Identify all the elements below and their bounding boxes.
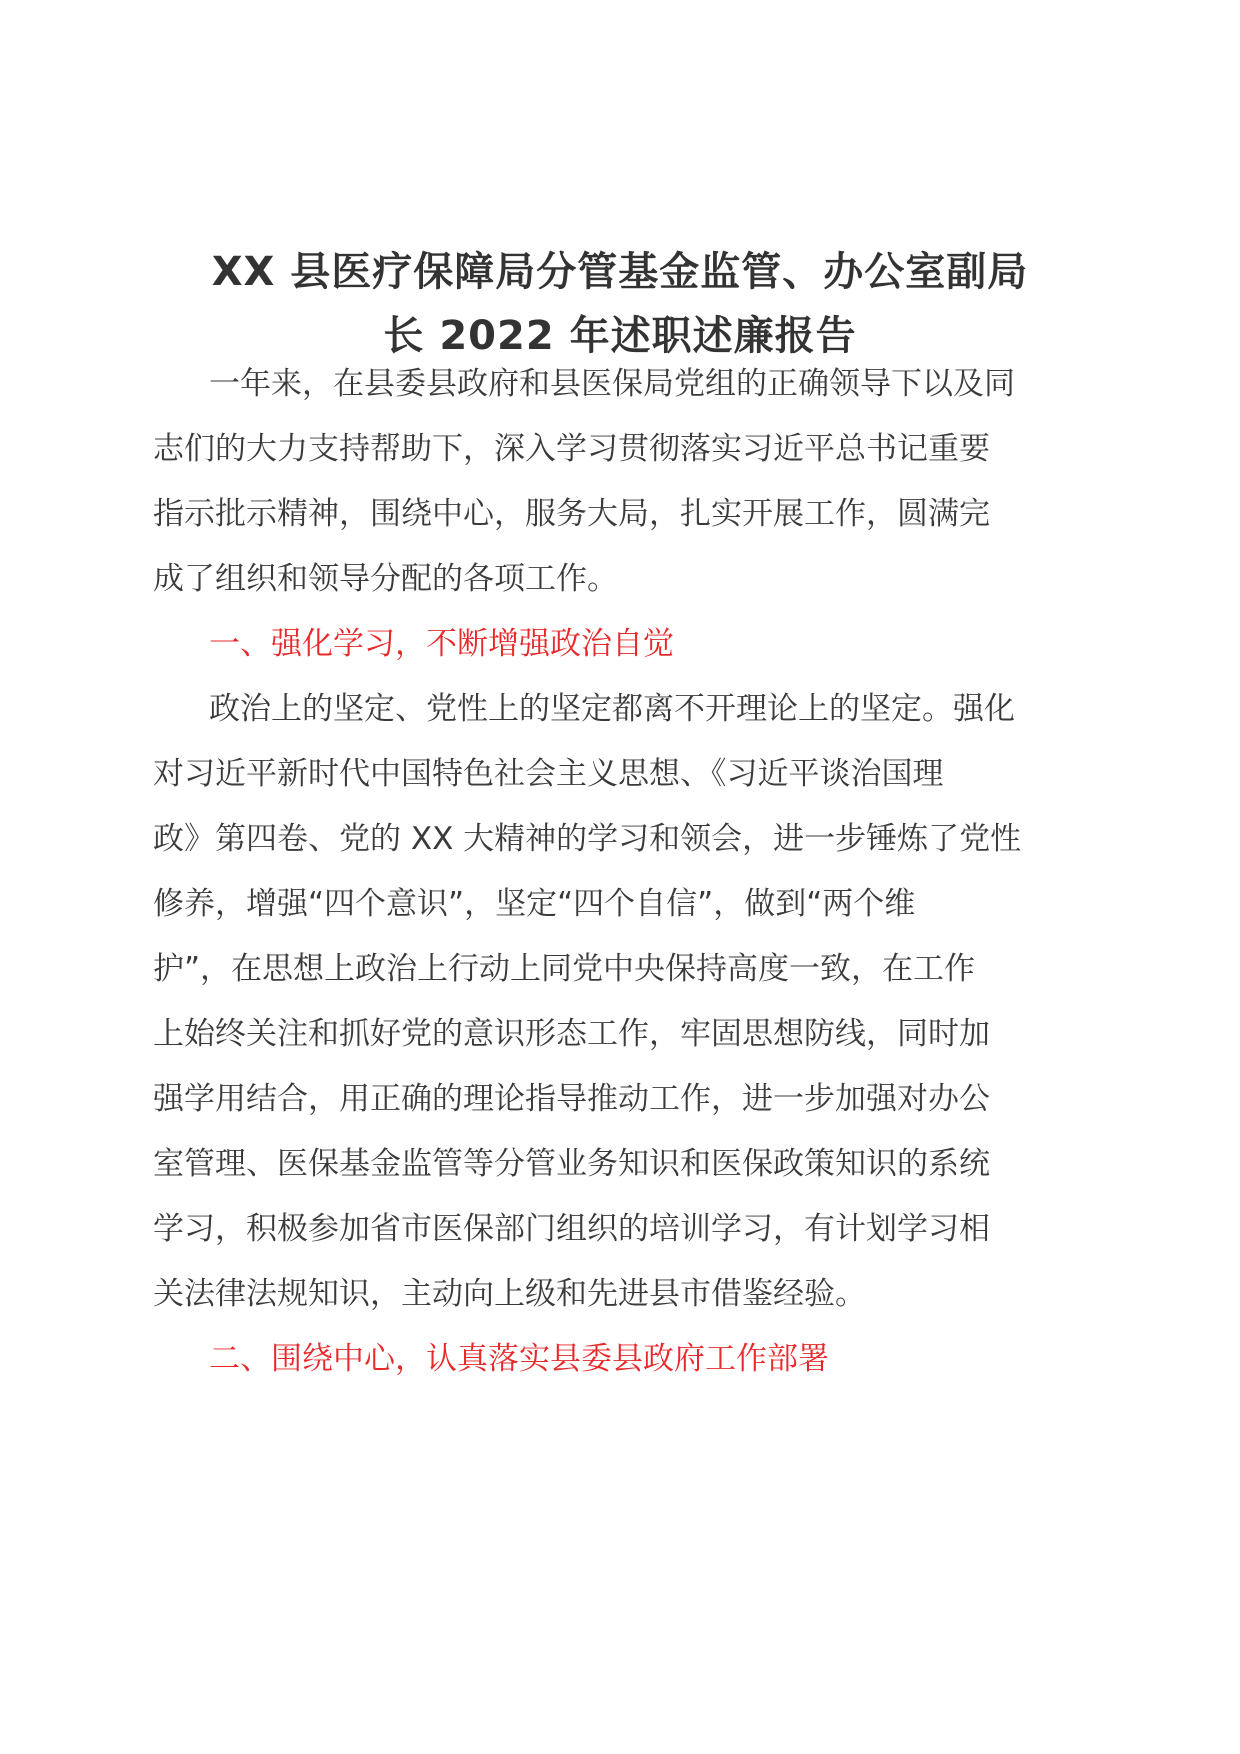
paragraph-line: 志们的大力支持帮助下，深入学习贯彻落实习近平总书记重要 (153, 431, 990, 467)
paragraph-line: 室管理、医保基金监管等分管业务知识和医保政策知识的系统 (153, 1146, 990, 1182)
paragraph-line: 政》第四卷、党的 XX 大精神的学习和领会，进一步锤炼了党性 (153, 821, 1022, 857)
paragraph-line: 护”，在思想上政治上行动上同党中央保持高度一致，在工作 (153, 951, 976, 987)
title-line-2: 长 2022 年述职述廉报告 (383, 313, 857, 359)
paragraph-line: 修养，增强“四个意识”，坚定“四个自信”，做到“两个维 (153, 886, 916, 922)
document-body (153, 352, 1093, 1392)
paragraph-line: 对习近平新时代中国特色社会主义思想、《习近平谈治国理 (153, 756, 944, 792)
title-line-1: XX 县医疗保障局分管基金监管、办公室副局 (211, 249, 1029, 295)
paragraph-line: 上始终关注和抓好党的意识形态工作，牢固思想防线，同时加 (153, 1016, 990, 1052)
section-heading-2: 二、围绕中心，认真落实县委县政府工作部署 (209, 1341, 829, 1377)
paragraph-line: 学习，积极参加省市医保部门组织的培训学习，有计划学习相 (153, 1211, 990, 1247)
paragraph-line: 政治上的坚定、党性上的坚定都离不开理论上的坚定。强化 (209, 691, 1015, 727)
paragraph-line: 成了组织和领导分配的各项工作。 (153, 561, 618, 597)
document-title (150, 240, 1090, 368)
paragraph-line: 强学用结合，用正确的理论指导推动工作，进一步加强对办公 (153, 1081, 990, 1117)
paragraph-line: 关法律法规知识，主动向上级和先进县市借鉴经验。 (153, 1276, 866, 1312)
section-heading-1: 一、强化学习，不断增强政治自觉 (209, 626, 674, 662)
paragraph-line: 一年来，在县委县政府和县医保局党组的正确领导下以及同 (209, 366, 1015, 402)
paragraph-line: 指示批示精神，围绕中心，服务大局，扎实开展工作，圆满完 (153, 496, 990, 532)
